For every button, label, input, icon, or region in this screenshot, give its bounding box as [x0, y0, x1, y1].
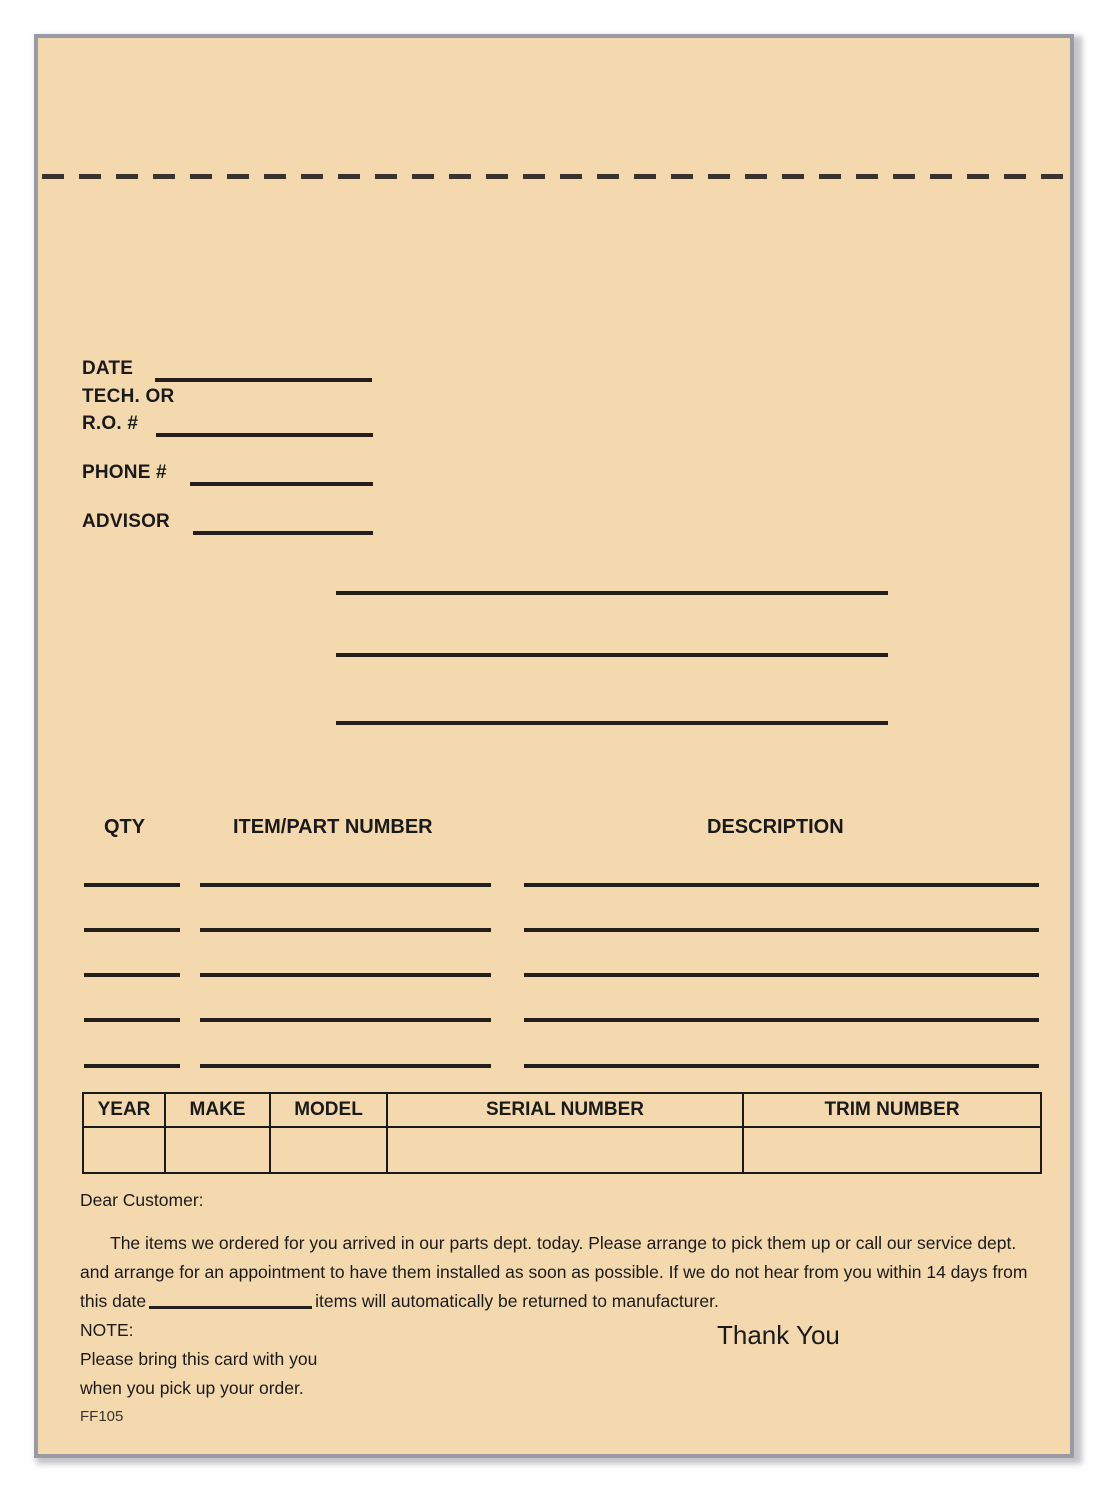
vehicle-cell-make[interactable]: [165, 1127, 270, 1173]
perforation-dashed-line: [42, 174, 1070, 179]
item-row-5-description-rule[interactable]: [524, 1064, 1039, 1068]
vehicle-info-table: [82, 1092, 1042, 1174]
item-row-2-qty-rule[interactable]: [84, 928, 180, 932]
note-block: [80, 1316, 317, 1403]
field-label-phone-number: PHONE #: [82, 462, 167, 483]
item-row-5-part-rule[interactable]: [200, 1064, 491, 1068]
item-row-3-part-rule[interactable]: [200, 973, 491, 977]
item-row-1-part-rule[interactable]: [200, 883, 491, 887]
item-row-3-description-rule[interactable]: [524, 973, 1039, 977]
blank-line-2[interactable]: [336, 653, 888, 657]
field-label-tech-or: TECH. OR: [82, 386, 175, 407]
letter-body: [80, 1229, 1042, 1316]
form-code: FF105: [80, 1408, 124, 1425]
note-line-2: when you pick up your order.: [80, 1378, 304, 1398]
item-row-2-part-rule[interactable]: [200, 928, 491, 932]
vehicle-column-header-trim-number: TRIM NUMBER: [743, 1093, 1041, 1127]
field-label-ro-number: R.O. #: [82, 413, 139, 434]
letter-body-part-2: items will automatically be returned to manufacturer.: [315, 1291, 719, 1311]
item-row-2-description-rule[interactable]: [524, 928, 1039, 932]
field-label-advisor: ADVISOR: [82, 511, 170, 532]
vehicle-column-header-model: MODEL: [270, 1093, 387, 1127]
item-row-4-qty-rule[interactable]: [84, 1018, 180, 1022]
letter-salutation: Dear Customer:: [80, 1190, 204, 1210]
customer-letter: [80, 1186, 1042, 1316]
vehicle-cell-trim-number[interactable]: [743, 1127, 1041, 1173]
vehicle-table-header-row: [83, 1093, 1041, 1127]
item-row-5-qty-rule[interactable]: [84, 1064, 180, 1068]
field-rule-date[interactable]: [155, 378, 372, 382]
column-header-item-part-number: ITEM/PART NUMBER: [233, 816, 433, 838]
letter-body-part-1: The items we ordered for you arrived in our parts dept. today. Please arrange to pick them up or call our service dept. and arrange for an appointment to have them installed as soon as possible. If we do not hear from you within 14 days from this date: [80, 1233, 1028, 1311]
vehicle-cell-model[interactable]: [270, 1127, 387, 1173]
note-title: NOTE:: [80, 1320, 134, 1340]
letter-date-blank[interactable]: [149, 1306, 312, 1309]
item-row-1-qty-rule[interactable]: [84, 883, 180, 887]
field-rule-advisor[interactable]: [193, 531, 373, 535]
blank-line-3[interactable]: [336, 721, 888, 725]
field-rule-phone-number[interactable]: [190, 482, 373, 486]
parts-order-form: [34, 34, 1074, 1458]
note-line-1: Please bring this card with you: [80, 1349, 318, 1369]
vehicle-cell-serial-number[interactable]: [387, 1127, 743, 1173]
vehicle-cell-year[interactable]: [83, 1127, 165, 1173]
column-header-qty: QTY: [104, 816, 146, 838]
item-row-4-description-rule[interactable]: [524, 1018, 1039, 1022]
item-row-4-part-rule[interactable]: [200, 1018, 491, 1022]
table-row: [83, 1127, 1041, 1173]
column-header-description: DESCRIPTION: [707, 816, 844, 838]
blank-line-1[interactable]: [336, 591, 888, 595]
item-row-1-description-rule[interactable]: [524, 883, 1039, 887]
vehicle-column-header-year: YEAR: [83, 1093, 165, 1127]
thank-you-text: Thank You: [717, 1320, 840, 1350]
vehicle-column-header-serial-number: SERIAL NUMBER: [387, 1093, 743, 1127]
field-rule-ro-number[interactable]: [156, 433, 373, 437]
field-label-date: DATE: [82, 358, 134, 379]
vehicle-column-header-make: MAKE: [165, 1093, 270, 1127]
item-row-3-qty-rule[interactable]: [84, 973, 180, 977]
